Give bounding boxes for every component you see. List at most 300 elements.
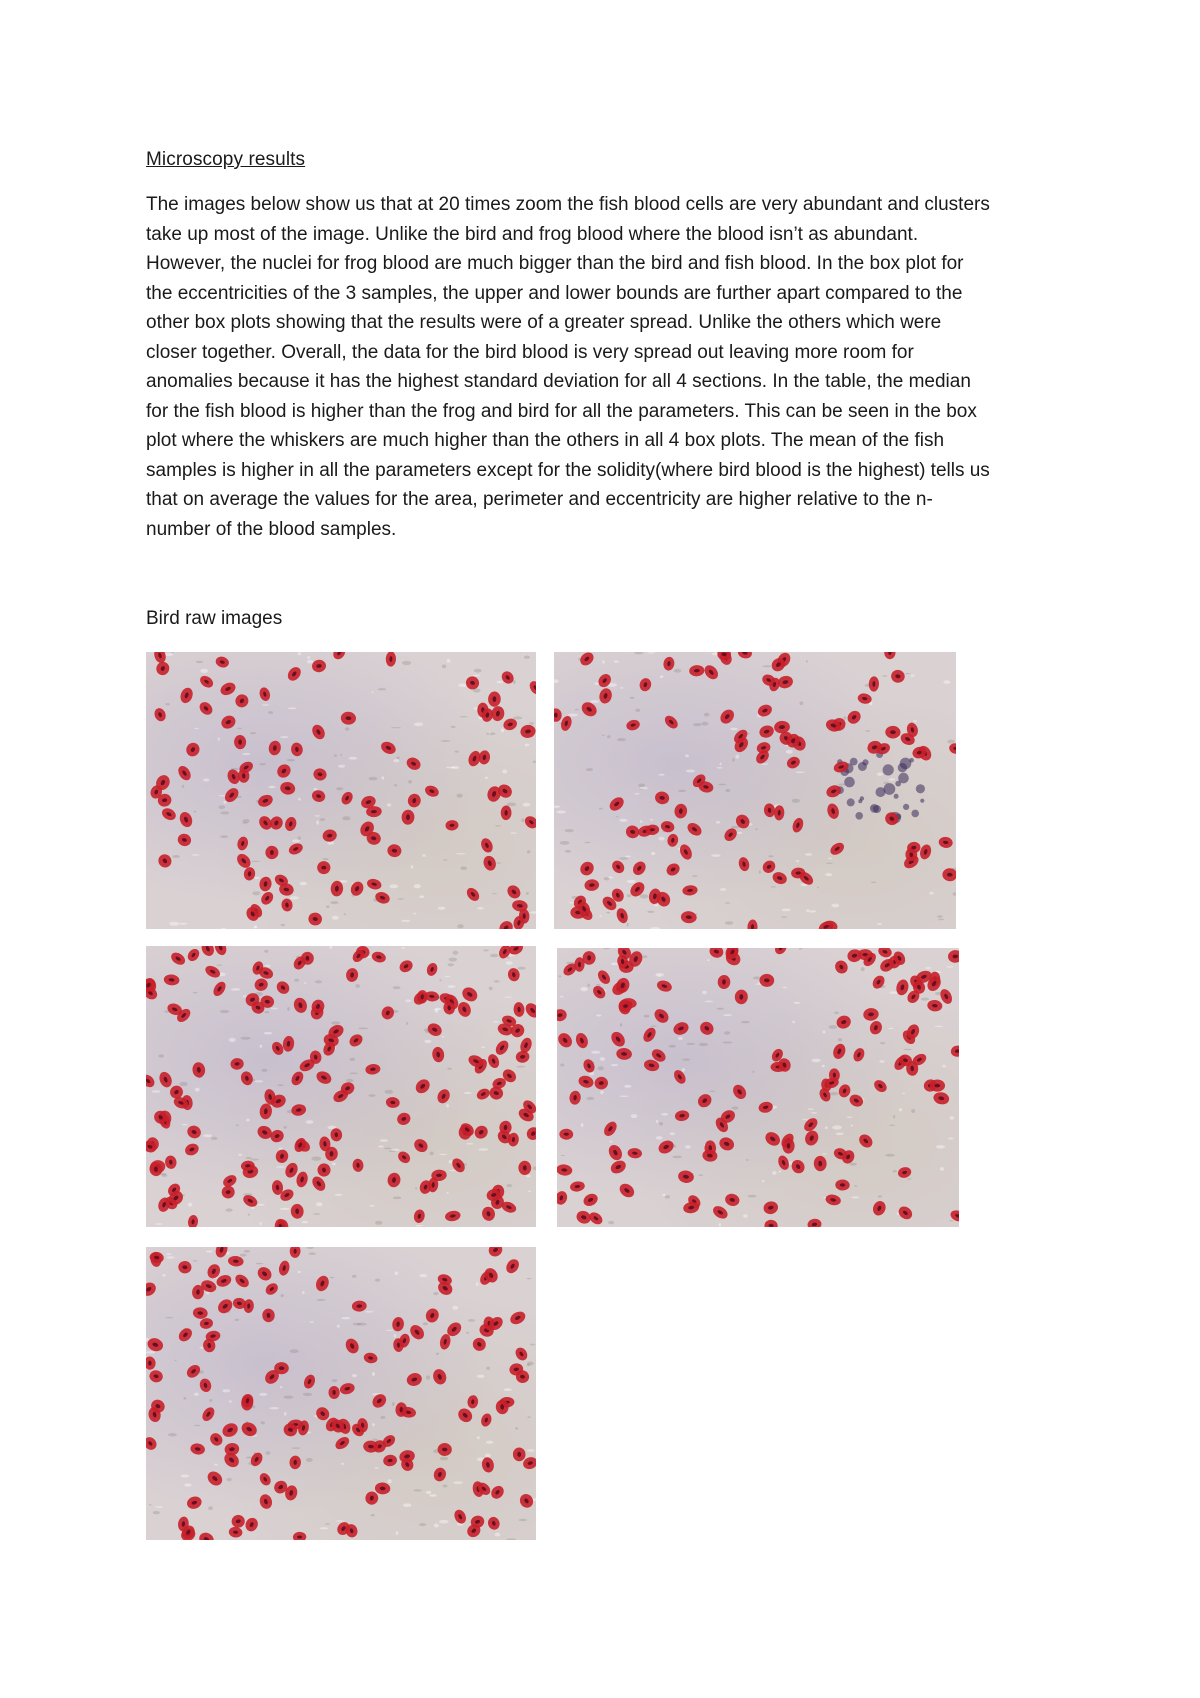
blood-cell — [513, 1345, 530, 1362]
blood-cell — [413, 1077, 433, 1096]
background-speck — [426, 1375, 430, 1379]
background-speck — [768, 855, 773, 857]
background-speck — [719, 1223, 721, 1226]
background-speck — [448, 963, 454, 966]
background-speck — [474, 669, 482, 673]
background-speck — [385, 1090, 394, 1094]
background-speck — [662, 1194, 666, 1197]
background-speck — [805, 853, 812, 855]
background-speck — [240, 1254, 247, 1257]
background-speck — [746, 1159, 749, 1160]
background-speck — [265, 1011, 270, 1013]
blood-cell — [478, 750, 491, 766]
background-speck — [195, 1088, 200, 1092]
background-speck — [329, 946, 332, 949]
blood-cell — [258, 1493, 274, 1511]
background-speck — [651, 852, 655, 855]
background-speck — [369, 1205, 374, 1207]
background-speck — [341, 1463, 344, 1465]
background-speck — [225, 1208, 232, 1211]
blood-cell — [146, 1072, 157, 1089]
blood-cell — [825, 1193, 842, 1206]
background-speck — [340, 754, 342, 756]
background-speck — [172, 855, 180, 858]
background-speck — [526, 892, 529, 895]
blood-cell — [763, 1129, 783, 1148]
blood-cell — [724, 1192, 741, 1207]
blood-cell — [575, 1209, 593, 1226]
blood-cell — [656, 979, 674, 994]
background-speck — [394, 784, 397, 786]
background-speck — [561, 1155, 565, 1156]
blood-cell — [884, 652, 895, 659]
background-speck — [316, 1202, 322, 1206]
background-speck — [854, 1185, 857, 1186]
background-speck — [685, 1145, 691, 1148]
background-speck — [380, 1139, 388, 1142]
background-speck — [419, 1523, 426, 1526]
background-speck — [304, 982, 307, 983]
background-speck — [485, 1454, 491, 1458]
background-speck — [182, 785, 185, 788]
blood-cell — [289, 1069, 306, 1087]
blood-cell — [340, 711, 356, 725]
blood-cell — [198, 1377, 213, 1393]
blood-cell — [160, 806, 178, 823]
background-speck — [336, 1520, 345, 1521]
background-speck — [332, 1163, 336, 1166]
blood-cell — [230, 1057, 245, 1070]
background-speck — [265, 965, 270, 967]
blood-cell — [735, 989, 749, 1004]
background-speck — [309, 1252, 316, 1255]
background-speck — [269, 1407, 279, 1409]
background-speck — [942, 1065, 946, 1068]
blood-cell — [835, 1014, 853, 1031]
background-speck — [188, 1203, 193, 1207]
blood-cell — [233, 692, 251, 710]
blood-cell — [374, 890, 392, 905]
background-speck — [685, 754, 689, 757]
background-speck — [878, 1195, 882, 1197]
background-speck — [243, 995, 247, 997]
blood-cell — [517, 1492, 535, 1511]
blood-cell — [317, 861, 330, 874]
blood-cell — [947, 949, 959, 963]
blood-cell — [789, 1157, 807, 1175]
blood-cell — [423, 784, 440, 799]
blood-cell — [258, 1471, 273, 1487]
background-speck — [647, 652, 655, 653]
background-speck — [644, 1015, 650, 1018]
blood-cell — [672, 1068, 688, 1086]
background-speck — [602, 660, 605, 664]
blood-cell — [557, 1190, 569, 1207]
blood-cell — [239, 1070, 255, 1087]
background-speck — [627, 894, 632, 897]
blood-cell — [625, 718, 641, 731]
background-speck — [650, 927, 660, 929]
background-speck — [162, 1274, 166, 1276]
blood-cell — [871, 1199, 888, 1217]
background-speck — [823, 1031, 826, 1034]
background-speck — [196, 661, 204, 663]
blood-cell — [435, 1087, 452, 1105]
background-speck — [200, 669, 208, 673]
stain-cluster-dot — [870, 804, 879, 813]
blood-cell — [595, 968, 612, 986]
blood-cell — [146, 1356, 156, 1370]
background-speck — [307, 656, 310, 659]
blood-cell — [178, 686, 194, 705]
background-speck — [265, 1451, 270, 1455]
background-speck — [284, 1412, 287, 1416]
blood-cell — [609, 1029, 628, 1049]
background-speck — [829, 1092, 838, 1095]
background-speck — [599, 915, 601, 917]
background-speck — [911, 1109, 915, 1113]
background-speck — [155, 1506, 163, 1508]
background-speck — [643, 955, 648, 958]
background-speck — [214, 1464, 217, 1466]
blood-cell — [205, 1469, 225, 1489]
blood-cell — [938, 836, 953, 849]
background-speck — [779, 1171, 782, 1173]
background-speck — [194, 811, 196, 813]
blood-cell — [776, 1154, 791, 1171]
blood-cell — [191, 1061, 206, 1078]
blood-cell — [523, 1001, 536, 1021]
background-speck — [682, 1059, 690, 1061]
background-speck — [460, 716, 468, 717]
background-speck — [439, 979, 441, 981]
blood-cell — [456, 1000, 473, 1019]
blood-cell — [437, 1443, 452, 1457]
background-speck — [314, 788, 318, 791]
background-speck — [254, 877, 260, 879]
background-speck — [800, 701, 804, 705]
background-speck — [369, 777, 378, 781]
background-speck — [590, 700, 599, 703]
background-speck — [311, 1157, 321, 1161]
background-speck — [781, 916, 788, 917]
blood-cell — [602, 1119, 620, 1138]
blood-cell — [674, 1109, 690, 1122]
background-speck — [759, 870, 761, 874]
stain-cluster-dot — [858, 799, 862, 803]
background-speck — [670, 1132, 675, 1135]
background-speck — [736, 755, 740, 759]
background-speck — [888, 1028, 893, 1029]
background-speck — [658, 837, 664, 841]
blood-cell — [662, 713, 680, 731]
blood-cell — [695, 1091, 714, 1110]
background-speck — [217, 964, 223, 965]
blood-cell — [363, 1352, 379, 1365]
background-speck — [692, 875, 697, 877]
blood-cell — [386, 652, 397, 667]
background-speck — [575, 709, 579, 711]
blood-cell — [405, 1371, 423, 1388]
background-speck — [146, 1351, 155, 1354]
background-speck — [607, 735, 610, 738]
stain-cluster-dot — [898, 773, 909, 784]
background-speck — [950, 1116, 955, 1120]
blood-cell — [163, 974, 180, 986]
background-speck — [209, 1399, 212, 1402]
background-speck — [155, 1223, 162, 1225]
background-speck — [699, 1174, 704, 1176]
background-speck — [949, 1220, 953, 1221]
blood-cell — [339, 1381, 356, 1396]
background-speck — [828, 858, 832, 860]
blood-cell — [504, 1257, 522, 1276]
blood-cell — [263, 1281, 280, 1297]
background-speck — [523, 803, 531, 807]
background-speck — [332, 916, 339, 920]
paragraph-line: take up most of the image. Unlike the bird and frog blood where the blood isn’t as abundant. — [146, 223, 919, 245]
blood-cell — [347, 1032, 365, 1049]
blood-cell — [490, 705, 505, 722]
background-speck — [925, 967, 932, 969]
stain-cluster-dot — [855, 812, 863, 820]
blood-cell — [268, 814, 285, 832]
background-speck — [264, 950, 268, 953]
background-speck — [725, 902, 730, 904]
blood-cell — [722, 826, 739, 844]
background-speck — [194, 728, 199, 729]
background-speck — [568, 714, 578, 717]
blood-cell — [424, 1307, 441, 1325]
background-speck — [604, 877, 610, 880]
blood-cell — [258, 876, 272, 892]
background-speck — [169, 922, 179, 926]
background-speck — [485, 777, 489, 779]
background-speck — [413, 1489, 422, 1491]
background-speck — [808, 1108, 814, 1110]
background-speck — [457, 794, 463, 798]
paragraph-line: for the fish blood is higher than the frog and bird for all the parameters. This can be seen in the box — [146, 400, 977, 422]
background-speck — [384, 1148, 392, 1150]
blood-cell — [287, 841, 305, 856]
background-speck — [507, 803, 517, 807]
background-speck — [731, 826, 739, 828]
background-speck — [786, 750, 793, 754]
blood-cell — [578, 652, 596, 668]
blood-cell — [307, 911, 323, 927]
background-speck — [452, 1306, 458, 1310]
blood-cell — [401, 809, 414, 824]
background-speck — [172, 652, 174, 653]
blood-cell — [281, 898, 294, 912]
background-speck — [718, 784, 726, 786]
blood-cell — [678, 842, 695, 861]
blood-cell — [312, 767, 328, 782]
blood-cell — [278, 1260, 291, 1277]
background-speck — [449, 958, 457, 962]
background-speck — [371, 691, 373, 693]
background-speck — [315, 980, 322, 983]
blood-cell — [513, 1002, 525, 1018]
background-speck — [149, 1504, 152, 1506]
stain-cluster-dot — [850, 758, 858, 766]
background-speck — [349, 1073, 358, 1075]
blood-cell — [493, 1038, 511, 1057]
background-speck — [441, 740, 451, 742]
blood-cell — [482, 854, 498, 872]
blood-cell — [674, 803, 689, 819]
blood-cell — [405, 755, 423, 772]
blood-cell — [292, 996, 309, 1015]
background-speck — [375, 1467, 379, 1468]
background-speck — [402, 661, 411, 665]
blood-cell — [185, 1123, 203, 1140]
background-speck — [455, 751, 459, 753]
blood-cell — [718, 707, 737, 726]
background-speck — [336, 787, 343, 790]
background-speck — [167, 1256, 175, 1258]
blood-cell — [265, 845, 279, 859]
background-speck — [640, 894, 649, 898]
blood-cell — [439, 1333, 452, 1351]
background-speck — [438, 907, 446, 910]
background-speck — [660, 675, 664, 678]
background-speck — [248, 1214, 251, 1216]
blood-cell — [685, 820, 704, 838]
background-speck — [885, 1154, 895, 1157]
background-speck — [938, 919, 944, 921]
background-speck — [899, 1108, 902, 1111]
blood-cell — [479, 836, 495, 854]
background-speck — [372, 1439, 378, 1441]
blood-cell — [197, 700, 215, 718]
background-speck — [477, 1436, 480, 1439]
background-speck — [596, 1015, 601, 1017]
background-speck — [836, 1133, 844, 1136]
blood-cell — [185, 1495, 203, 1511]
blood-cell — [870, 973, 887, 991]
blood-cell — [452, 1508, 468, 1526]
background-speck — [647, 911, 654, 913]
paragraph-line: plot where the whiskers are much higher than the others in all 4 box plots. The mean of the fish — [146, 430, 945, 451]
background-speck — [743, 1214, 748, 1218]
background-speck — [948, 1138, 953, 1140]
blood-cell — [444, 1210, 461, 1223]
blood-cell — [386, 1172, 402, 1189]
background-speck — [439, 1520, 449, 1524]
blood-cell — [176, 764, 194, 783]
background-speck — [372, 1423, 375, 1426]
background-speck — [395, 1271, 399, 1275]
background-speck — [611, 1064, 619, 1066]
background-speck — [220, 811, 229, 814]
background-speck — [877, 773, 883, 776]
background-speck — [893, 1170, 897, 1172]
background-speck — [831, 904, 839, 908]
blood-cell — [497, 918, 516, 929]
background-speck — [414, 884, 421, 888]
background-speck — [709, 1091, 716, 1092]
blood-cell — [331, 652, 348, 662]
blood-cell — [868, 1019, 884, 1036]
background-speck — [294, 979, 299, 982]
background-speck — [772, 1171, 776, 1175]
blood-cell — [156, 852, 174, 870]
background-speck — [528, 1191, 531, 1193]
blood-cell — [677, 1169, 695, 1184]
background-speck — [229, 1400, 232, 1403]
background-speck — [762, 1180, 764, 1182]
background-speck — [802, 1119, 808, 1120]
background-speck — [320, 818, 325, 821]
background-speck — [237, 728, 242, 729]
blood-cell — [230, 1513, 246, 1529]
background-speck — [449, 1160, 453, 1164]
background-speck — [251, 861, 260, 862]
background-speck — [298, 836, 301, 839]
background-speck — [365, 1311, 374, 1313]
background-speck — [393, 986, 401, 989]
background-speck — [246, 1119, 250, 1122]
blood-cell — [330, 1128, 343, 1142]
background-speck — [344, 913, 347, 915]
background-speck — [271, 1008, 279, 1010]
background-speck — [191, 854, 199, 855]
background-speck — [280, 736, 288, 738]
paragraph-line: closer together. Overall, the data for the bird blood is very spread out leaving more room for — [146, 341, 914, 363]
background-speck — [810, 910, 817, 912]
background-speck — [355, 984, 360, 988]
background-speck — [513, 716, 522, 719]
blood-cell — [489, 1483, 507, 1501]
background-speck — [335, 1194, 343, 1196]
background-speck — [386, 1330, 393, 1331]
blood-cell — [488, 691, 501, 707]
stain-cluster-dot — [862, 759, 868, 765]
background-speck — [719, 763, 721, 766]
blood-cell — [574, 1031, 590, 1050]
background-speck — [905, 673, 911, 674]
background-speck — [443, 859, 447, 860]
background-speck — [883, 675, 888, 677]
background-speck — [600, 1057, 606, 1061]
background-speck — [316, 821, 319, 825]
background-speck — [375, 1279, 380, 1282]
background-speck — [686, 1043, 695, 1045]
blood-cell — [486, 1052, 501, 1069]
background-speck — [904, 1049, 912, 1050]
blood-cell — [146, 1336, 165, 1353]
blood-cell — [198, 673, 215, 690]
blood-cell — [187, 1214, 199, 1227]
background-speck — [716, 1008, 724, 1010]
blood-cell — [385, 1096, 400, 1108]
background-speck — [424, 1040, 431, 1043]
blood-cell — [365, 1063, 381, 1075]
background-speck — [586, 1097, 594, 1100]
background-speck — [506, 1184, 512, 1187]
stain-cluster-dot — [920, 799, 924, 803]
background-speck — [378, 688, 387, 690]
blood-cell — [274, 1148, 289, 1164]
blood-cell — [339, 790, 355, 807]
background-speck — [822, 1153, 827, 1154]
blood-cell — [197, 1530, 216, 1540]
blood-cell — [689, 665, 705, 677]
background-speck — [436, 1353, 439, 1355]
background-speck — [447, 1192, 449, 1194]
blood-cell — [374, 1482, 390, 1495]
